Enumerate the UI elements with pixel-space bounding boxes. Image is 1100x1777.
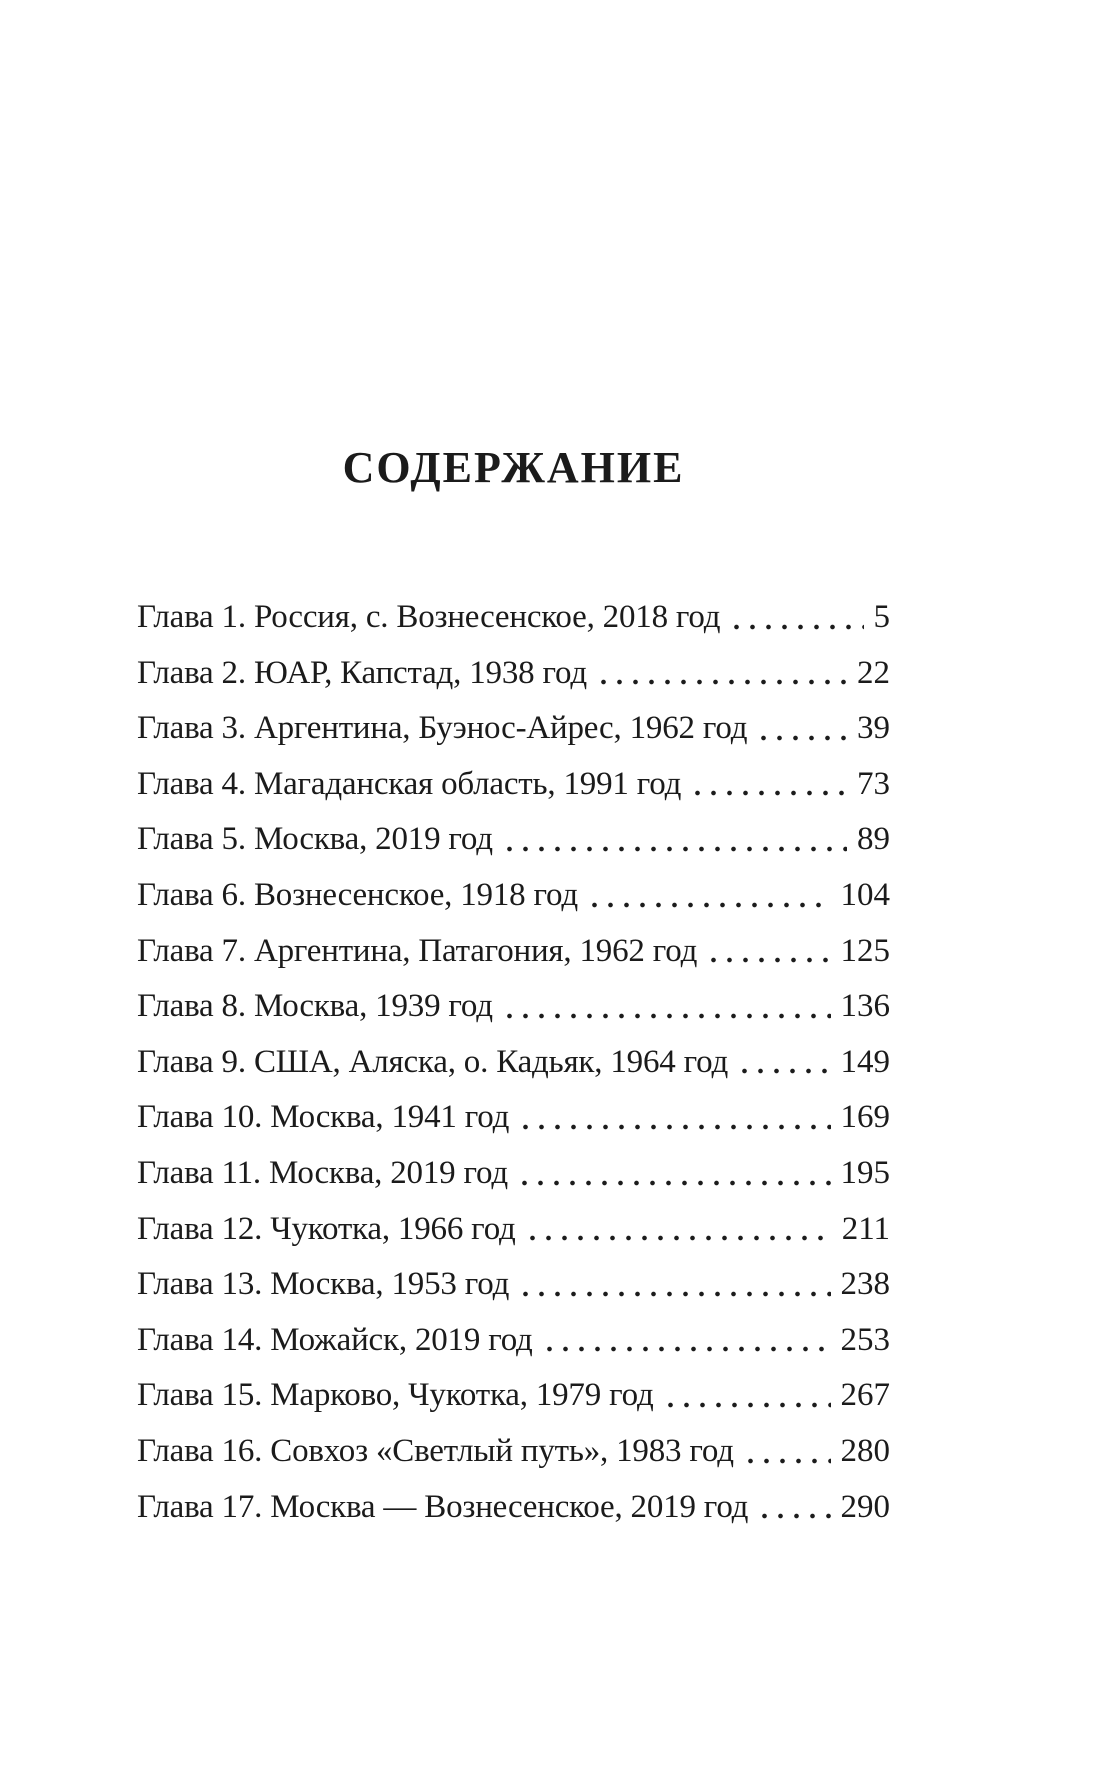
toc-entry-label: Глава 14. Можайск, 2019 год [137,1321,533,1358]
toc-entry [137,812,890,868]
toc-leader-dots [521,1257,830,1313]
toc-leader-dots [521,1090,830,1146]
toc-entry-label: Глава 1. Россия, с. Вознесенское, 2018 год [137,599,721,635]
toc-entry-page: 149 [840,1043,890,1080]
toc-entry-label: Глава 5. Москва, 2019 год [137,821,493,858]
toc-entry-label: Глава 11. Москва, 2019 год [137,1154,508,1191]
toc-entry-page: 39 [857,710,890,747]
toc-leader-dots [740,1035,830,1091]
toc-entry-page: 89 [857,821,890,858]
toc-list [137,590,890,1535]
toc-entry-label: Глава 3. Аргентина, Буэнос-Айрес, 1962 год [137,710,748,747]
toc-entry [137,1257,890,1313]
toc-entry-page: 169 [840,1099,890,1136]
toc-entry-label: Глава 2. ЮАР, Капстад, 1938 год [137,654,587,691]
toc-entry-page: 125 [840,932,890,969]
toc-leader-dots [520,1146,831,1202]
toc-entry [137,979,890,1035]
toc-entry [137,1480,890,1536]
toc-entry-label: Глава 4. Магаданская область, 1991 год [137,765,682,802]
toc-entry-label: Глава 13. Москва, 1953 год [137,1266,510,1303]
toc-entry-label: Глава 12. Чукотка, 1966 год [137,1210,516,1247]
toc-entry-label: Глава 10. Москва, 1941 год [137,1099,510,1136]
toc-entry-label: Глава 16. Совхоз «Светлый путь», 1983 год [137,1432,734,1469]
toc-leader-dots [599,646,847,702]
page-title: СОДЕРЖАНИЕ [342,443,685,492]
toc-entry [137,1313,890,1369]
toc-leader-dots [505,812,847,868]
toc-entry [137,1146,890,1202]
toc-entry-label: Глава 8. Москва, 1939 год [137,988,493,1025]
toc-entry-label: Глава 9. США, Аляска, о. Кадьяк, 1964 год [137,1043,729,1080]
toc-entry [137,701,890,757]
toc-leader-dots [759,701,847,757]
toc-entry-label: Глава 17. Москва — Вознесенское, 2019 год [137,1488,749,1525]
toc-entry [137,1090,890,1146]
toc-leader-dots [746,1424,831,1480]
toc-leader-dots [590,868,831,924]
toc-entry-page: 22 [857,654,890,691]
toc-entry [137,646,890,702]
toc-leader-dots [732,590,863,646]
toc-entry [137,1035,890,1091]
toc-entry-label: Глава 7. Аргентина, Патагония, 1962 год [137,932,698,969]
toc-entry-page: 195 [840,1154,890,1191]
toc-entry [137,1424,890,1480]
toc-leader-dots [760,1480,830,1536]
toc-entry-page: 267 [840,1377,890,1414]
toc-leader-dots [528,1202,832,1258]
toc-leader-dots [545,1313,831,1369]
toc-entry-page: 73 [857,765,890,802]
toc-leader-dots [693,757,847,813]
toc-entry-page: 238 [840,1266,890,1303]
toc-entry-label: Глава 15. Марково, Чукотка, 1979 год [137,1377,654,1414]
toc-leader-dots [709,924,830,980]
toc-leader-dots [666,1368,831,1424]
toc-entry [137,1202,890,1258]
toc-entry-page: 136 [840,988,890,1025]
toc-entry [137,1368,890,1424]
toc-entry [137,924,890,980]
toc-entry-page: 280 [840,1432,890,1469]
toc-leader-dots [505,979,831,1035]
toc-entry [137,868,890,924]
toc-entry [137,757,890,813]
toc-entry [137,590,890,646]
toc-entry-page: 104 [840,876,890,913]
toc-entry-label: Глава 6. Вознесенское, 1918 год [137,876,578,913]
toc-entry-page: 290 [840,1488,890,1525]
toc-entry-page: 5 [873,599,890,635]
toc-entry-page: 211 [841,1210,890,1247]
toc-entry-page: 253 [840,1321,890,1358]
